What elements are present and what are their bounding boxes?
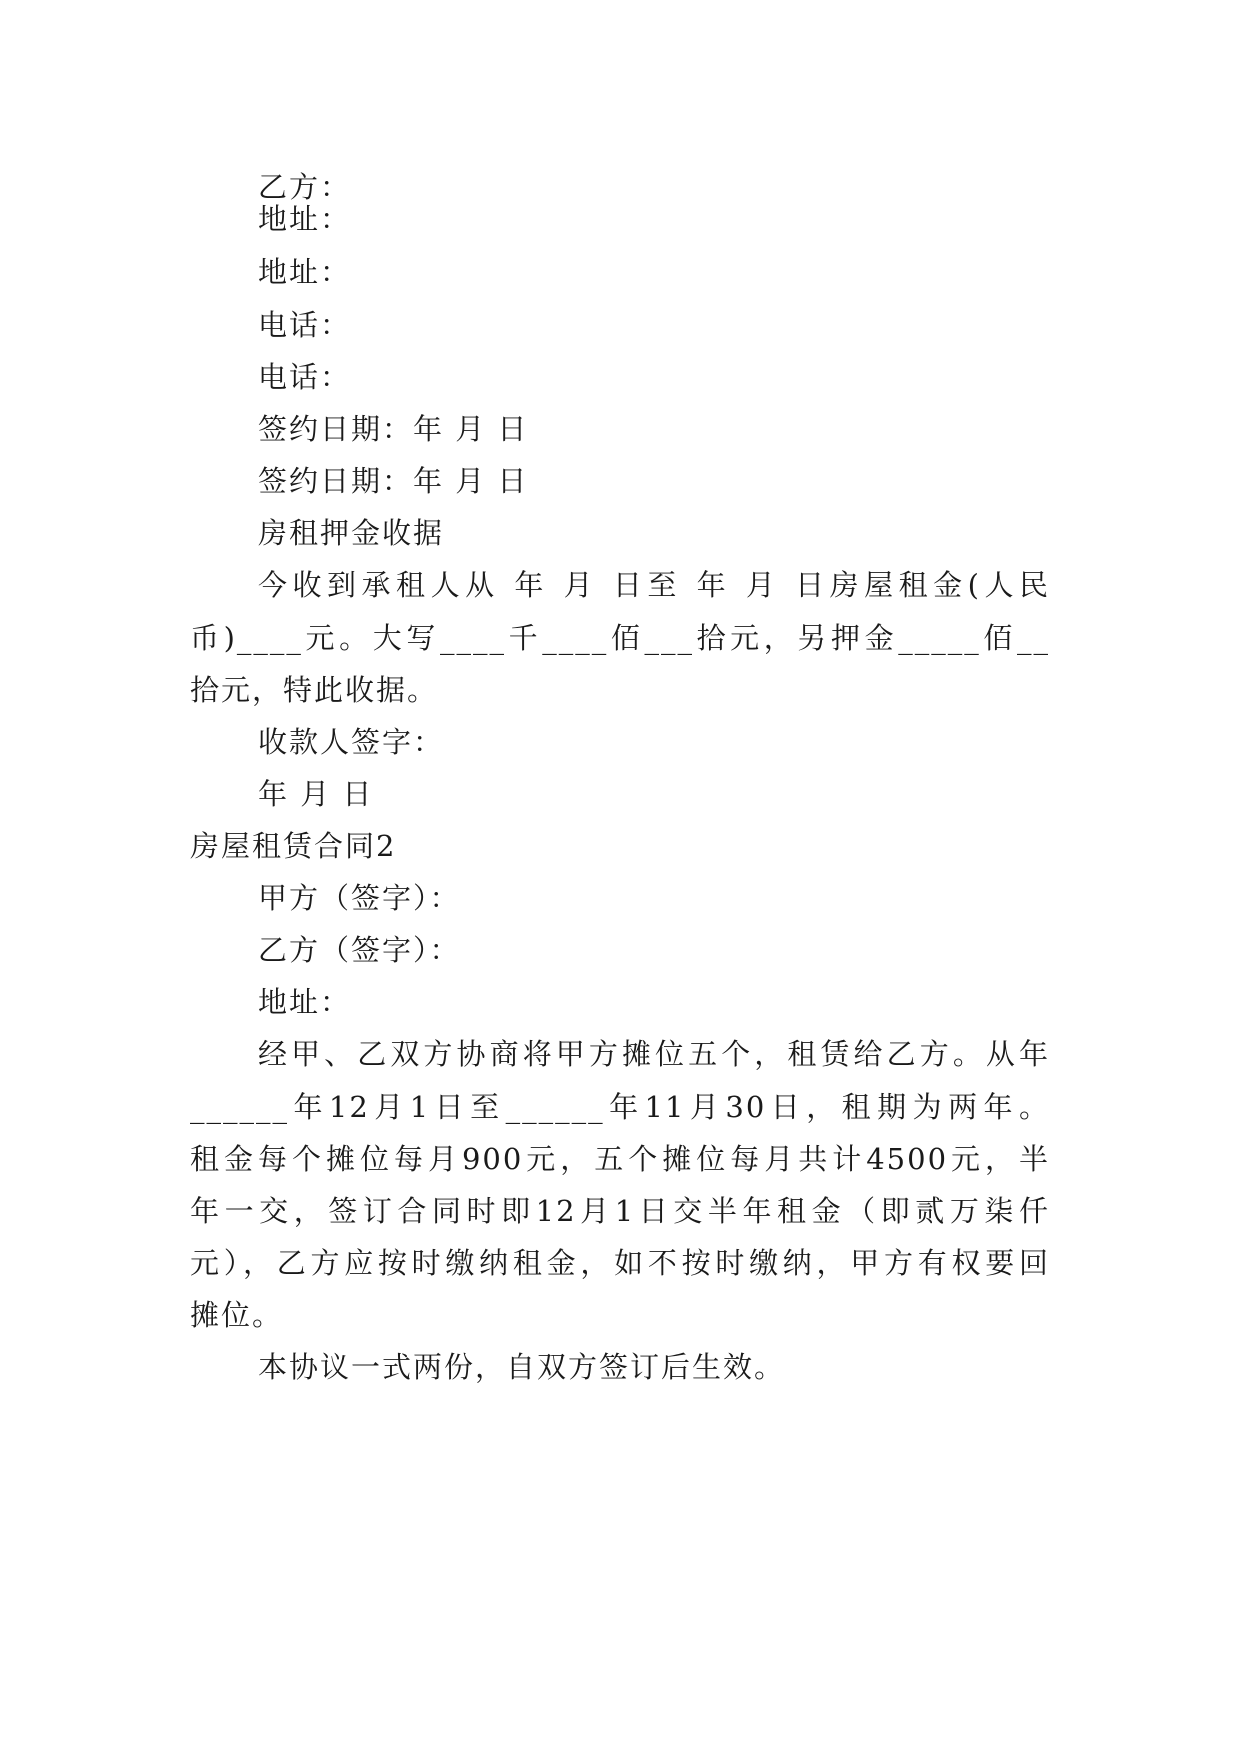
- phone-label-2: 电话：: [258, 360, 352, 394]
- address-label-2: 地址：: [258, 255, 352, 289]
- contract-body-line-1: 经甲、乙双方协商将甲方摊位五个，租赁给乙方。从年: [258, 1037, 1050, 1071]
- contract-address-label: 地址：: [258, 985, 352, 1019]
- payee-signature-label: 收款人签字：: [258, 725, 445, 759]
- contract-body-line-4: 年一交，签订合同时即12月1日交半年租金（即贰万柒仟: [190, 1194, 1050, 1228]
- receipt-text-line-2: 币)____元。大写____千____佰___拾元，另押金_____佰__: [190, 621, 1050, 655]
- receipt-text-line-3: 拾元，特此收据。: [190, 673, 439, 707]
- phone-label-1: 电话：: [258, 308, 352, 342]
- contract-body-line-5: 元），乙方应按时缴纳租金，如不按时缴纳，甲方有权要回: [190, 1246, 1050, 1280]
- signing-date-1: 签约日期：年 月 日: [258, 412, 529, 446]
- receipt-date: 年 月 日: [258, 777, 374, 811]
- party-b-signature-label: 乙方（签字）：: [258, 933, 461, 967]
- contract-effective-clause: 本协议一式两份，自双方签订后生效。: [258, 1350, 786, 1384]
- address-label-1: 地址：: [258, 202, 352, 236]
- contract-body-line-3: 租金每个摊位每月900元，五个摊位每月共计4500元，半: [190, 1142, 1050, 1176]
- party-b-label: 乙方：: [258, 170, 352, 204]
- contract-2-title: 房屋租赁合同2: [190, 829, 397, 863]
- signing-date-2: 签约日期：年 月 日: [258, 464, 529, 498]
- party-a-signature-label: 甲方（签字）：: [258, 881, 461, 915]
- contract-body-line-6: 摊位。: [190, 1298, 284, 1332]
- deposit-receipt-title: 房租押金收据: [258, 516, 445, 550]
- receipt-text-line-1: 今收到承租人从 年 月 日至 年 月 日房屋租金(人民: [258, 568, 1050, 602]
- contract-body-line-2: ______年12月1日至______年11月30日，租期为两年。: [190, 1090, 1050, 1124]
